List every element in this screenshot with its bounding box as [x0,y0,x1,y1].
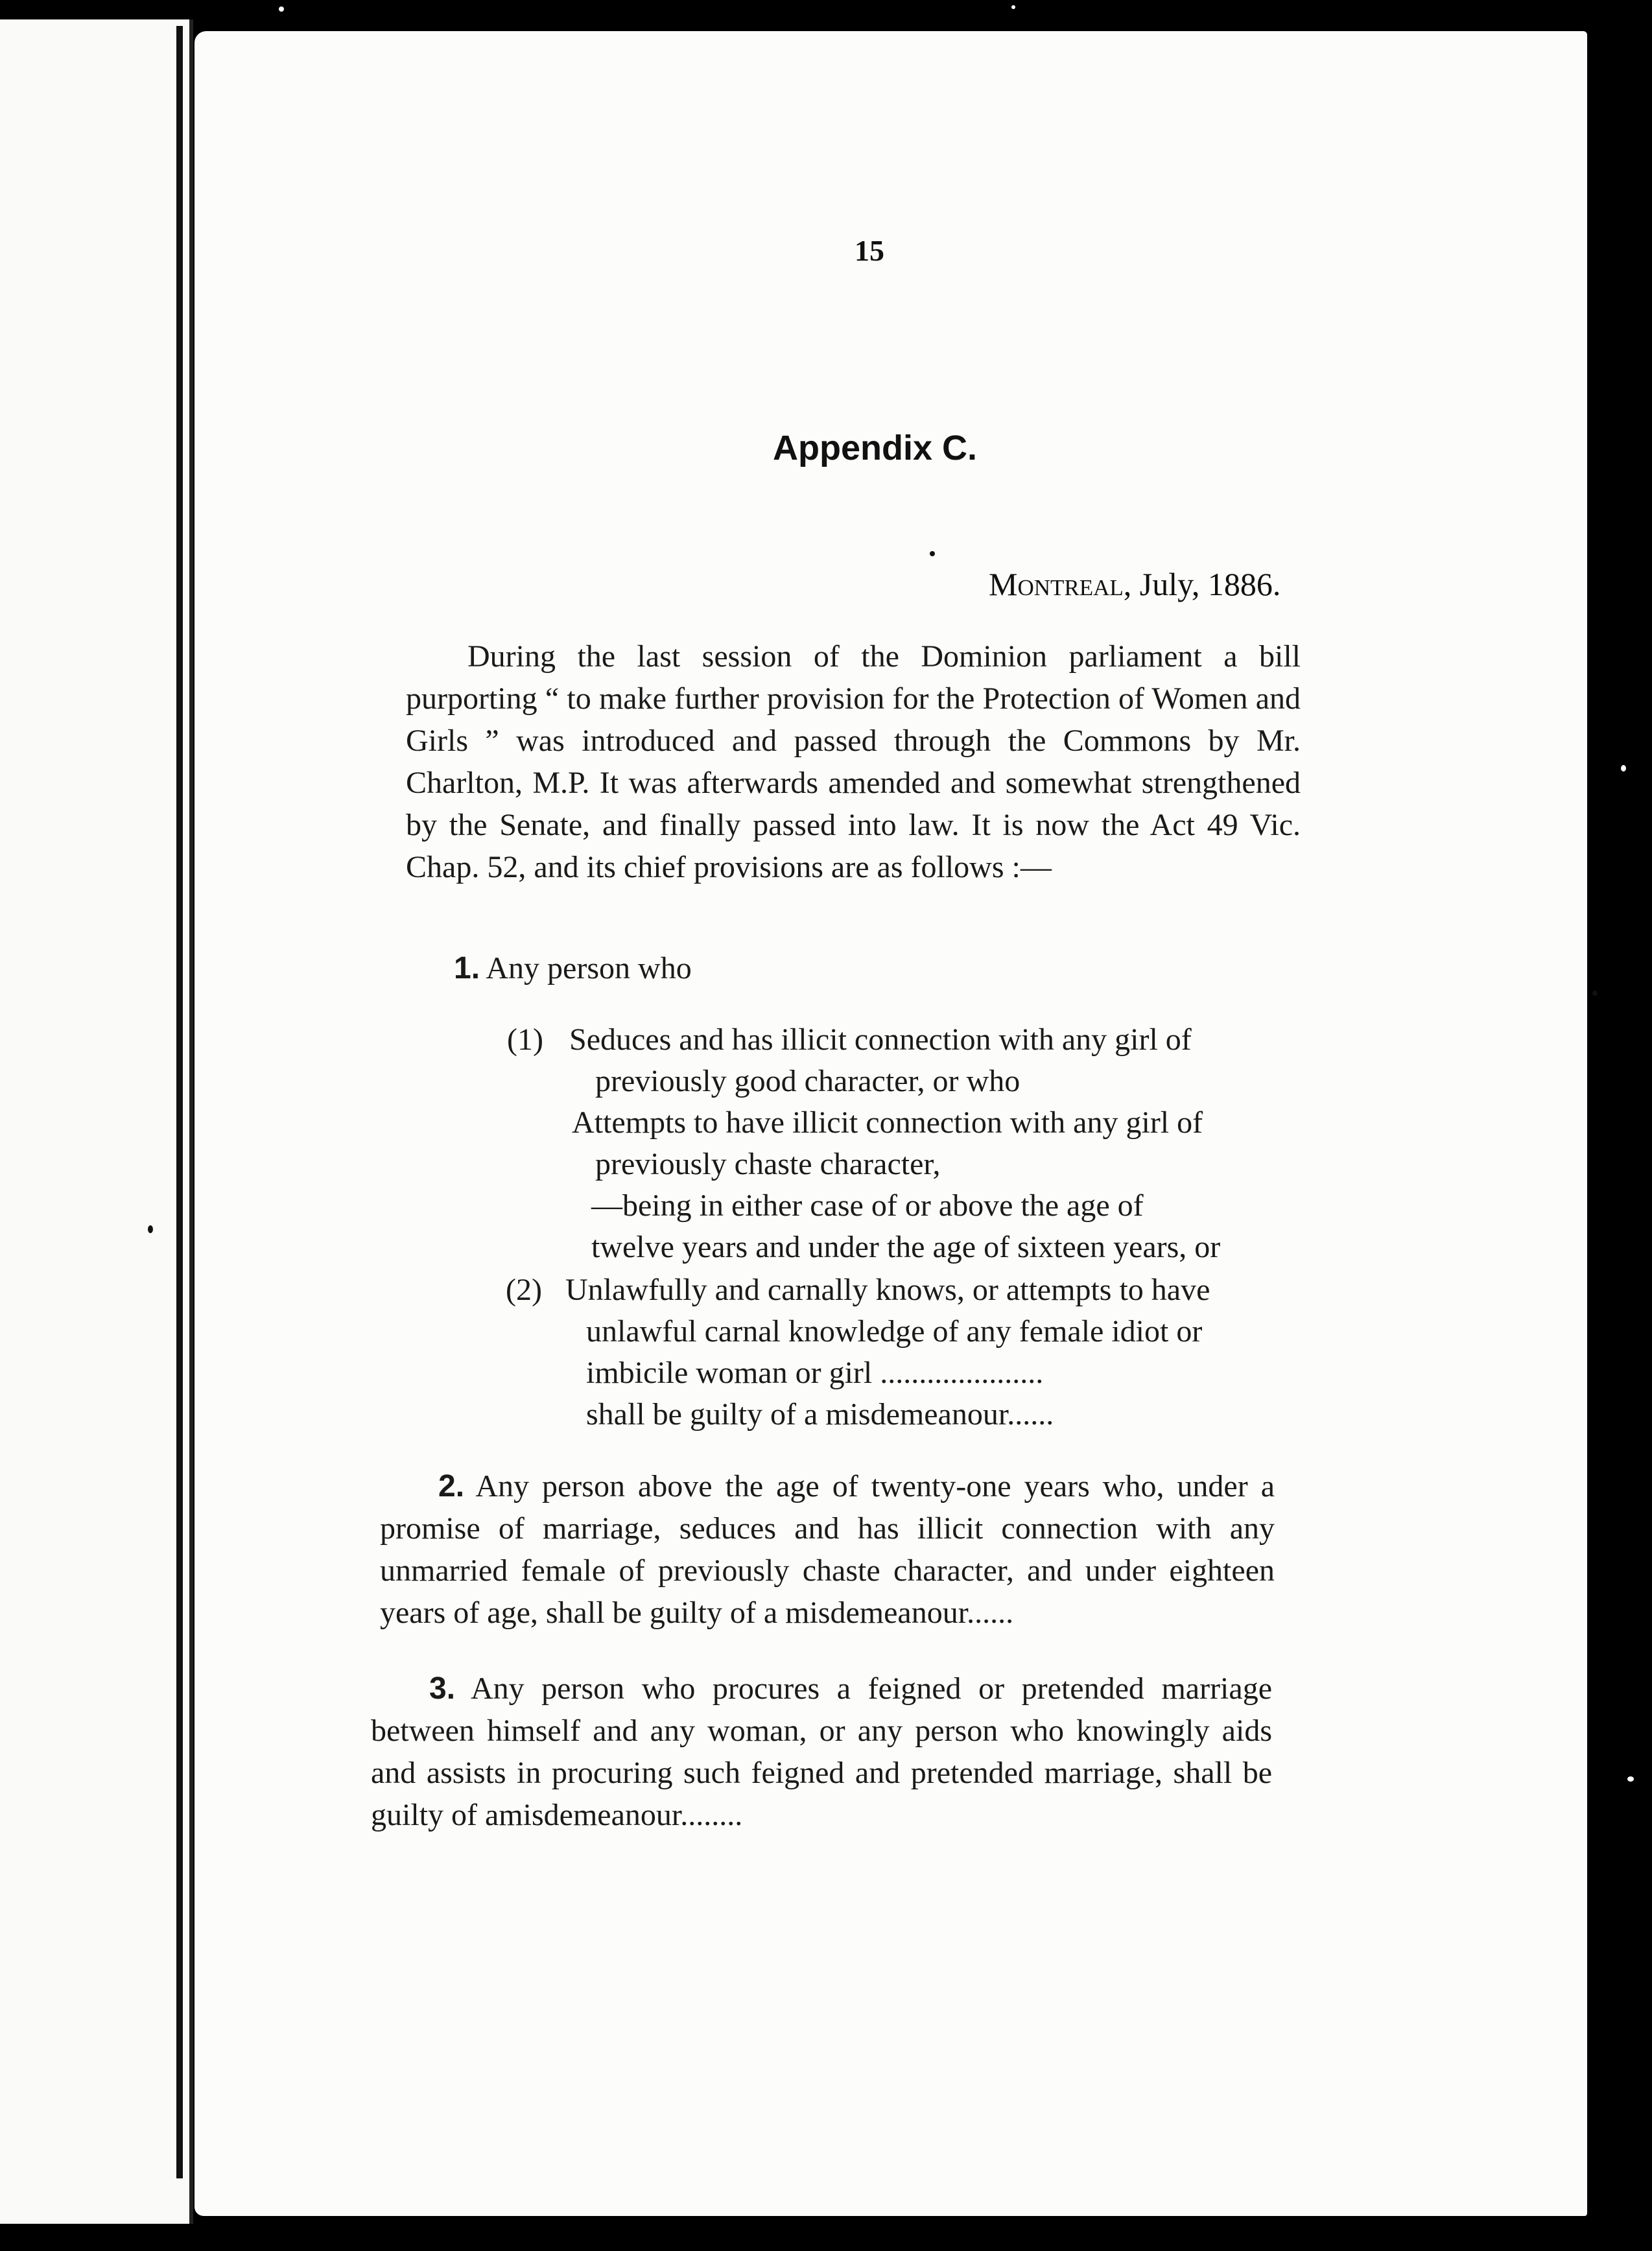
page-number: 15 [855,234,884,267]
clause-2-line-3: imbicile woman or girl ..................... [586,1356,1044,1390]
clause-1-label: (1) [507,1022,543,1057]
section-1-clause-1 [507,1019,1304,1268]
section-3-text: Any person who procures a feigned or pretended marriage between himself and any woman, or any person who knowingly aids and assists in procuring such feigned and pretended marriage, shall be guilty of amisdemeanour........ [371,1671,1273,1832]
section-3-number: 3. [429,1671,456,1706]
clause-2-line-2: unlawful carnal knowledge of any female idiot or [586,1314,1203,1349]
dateline [989,565,1280,603]
section-1-lead-text: Any person who [486,951,692,985]
appendix-title: Appendix C. [773,429,978,467]
clause-2-line-4: shall be guilty of a misdemeanour...... [586,1397,1054,1432]
scan-dot [148,1225,153,1233]
scan-dot [1592,991,1598,996]
clause-1-line-3: Attempts to have illicit connection with any girl of [572,1105,1203,1140]
section-2-text: Any person above the age of twenty-one years who, under a promise of marriage, seduces and has illicit connection with any unmarried female of previously chaste character, and under eighteen years of age, shall be guilty of a misdemeanour...... [380,1469,1275,1630]
scan-dot [930,551,935,556]
book-spine [176,26,183,2178]
intro-paragraph [406,635,1301,888]
section-2 [380,1465,1275,1634]
previous-page-edge [0,19,193,2224]
scan-speck [1621,765,1626,772]
section-1-lead [454,948,692,989]
section-2-number: 2. [438,1469,465,1503]
clause-1-line-4: previously chaste character, [595,1147,941,1181]
intro-text: During the last session of the Dominion parliament a bill purporting “ to make further provision for the Protection of Women and Girls ” was introduced and passed through the Commons by Mr. Charlton, M.P. It was afterwards amended and somewhat strengthened by the Senate, and finally passed into law. It is now the Act 49 Vic. Chap. 52, and its chief provisions are as follows :— [406,639,1301,884]
section-3 [371,1668,1272,1836]
dateline-place: Montreal, [989,566,1132,602]
section-1-number: 1. [454,951,480,985]
scan-speck [1011,5,1015,9]
clause-1-line-6: twelve years and under the age of sixteen years, or [591,1230,1221,1264]
section-1-clause-2 [506,1269,1303,1435]
clause-1-line-5: —being in either case of or above the age of [591,1188,1144,1223]
clause-1-line-2: previously good character, or who [595,1064,1021,1098]
clause-2-line-1: Unlawfully and carnally knows, or attempts to have [565,1273,1210,1307]
scan-speck [279,6,284,12]
scan-speck [1627,1776,1634,1782]
clause-2-label: (2) [506,1273,542,1307]
clause-1-line-1: Seduces and has illicit connection with any girl of [569,1022,1192,1057]
dateline-date: July, 1886. [1139,566,1281,602]
